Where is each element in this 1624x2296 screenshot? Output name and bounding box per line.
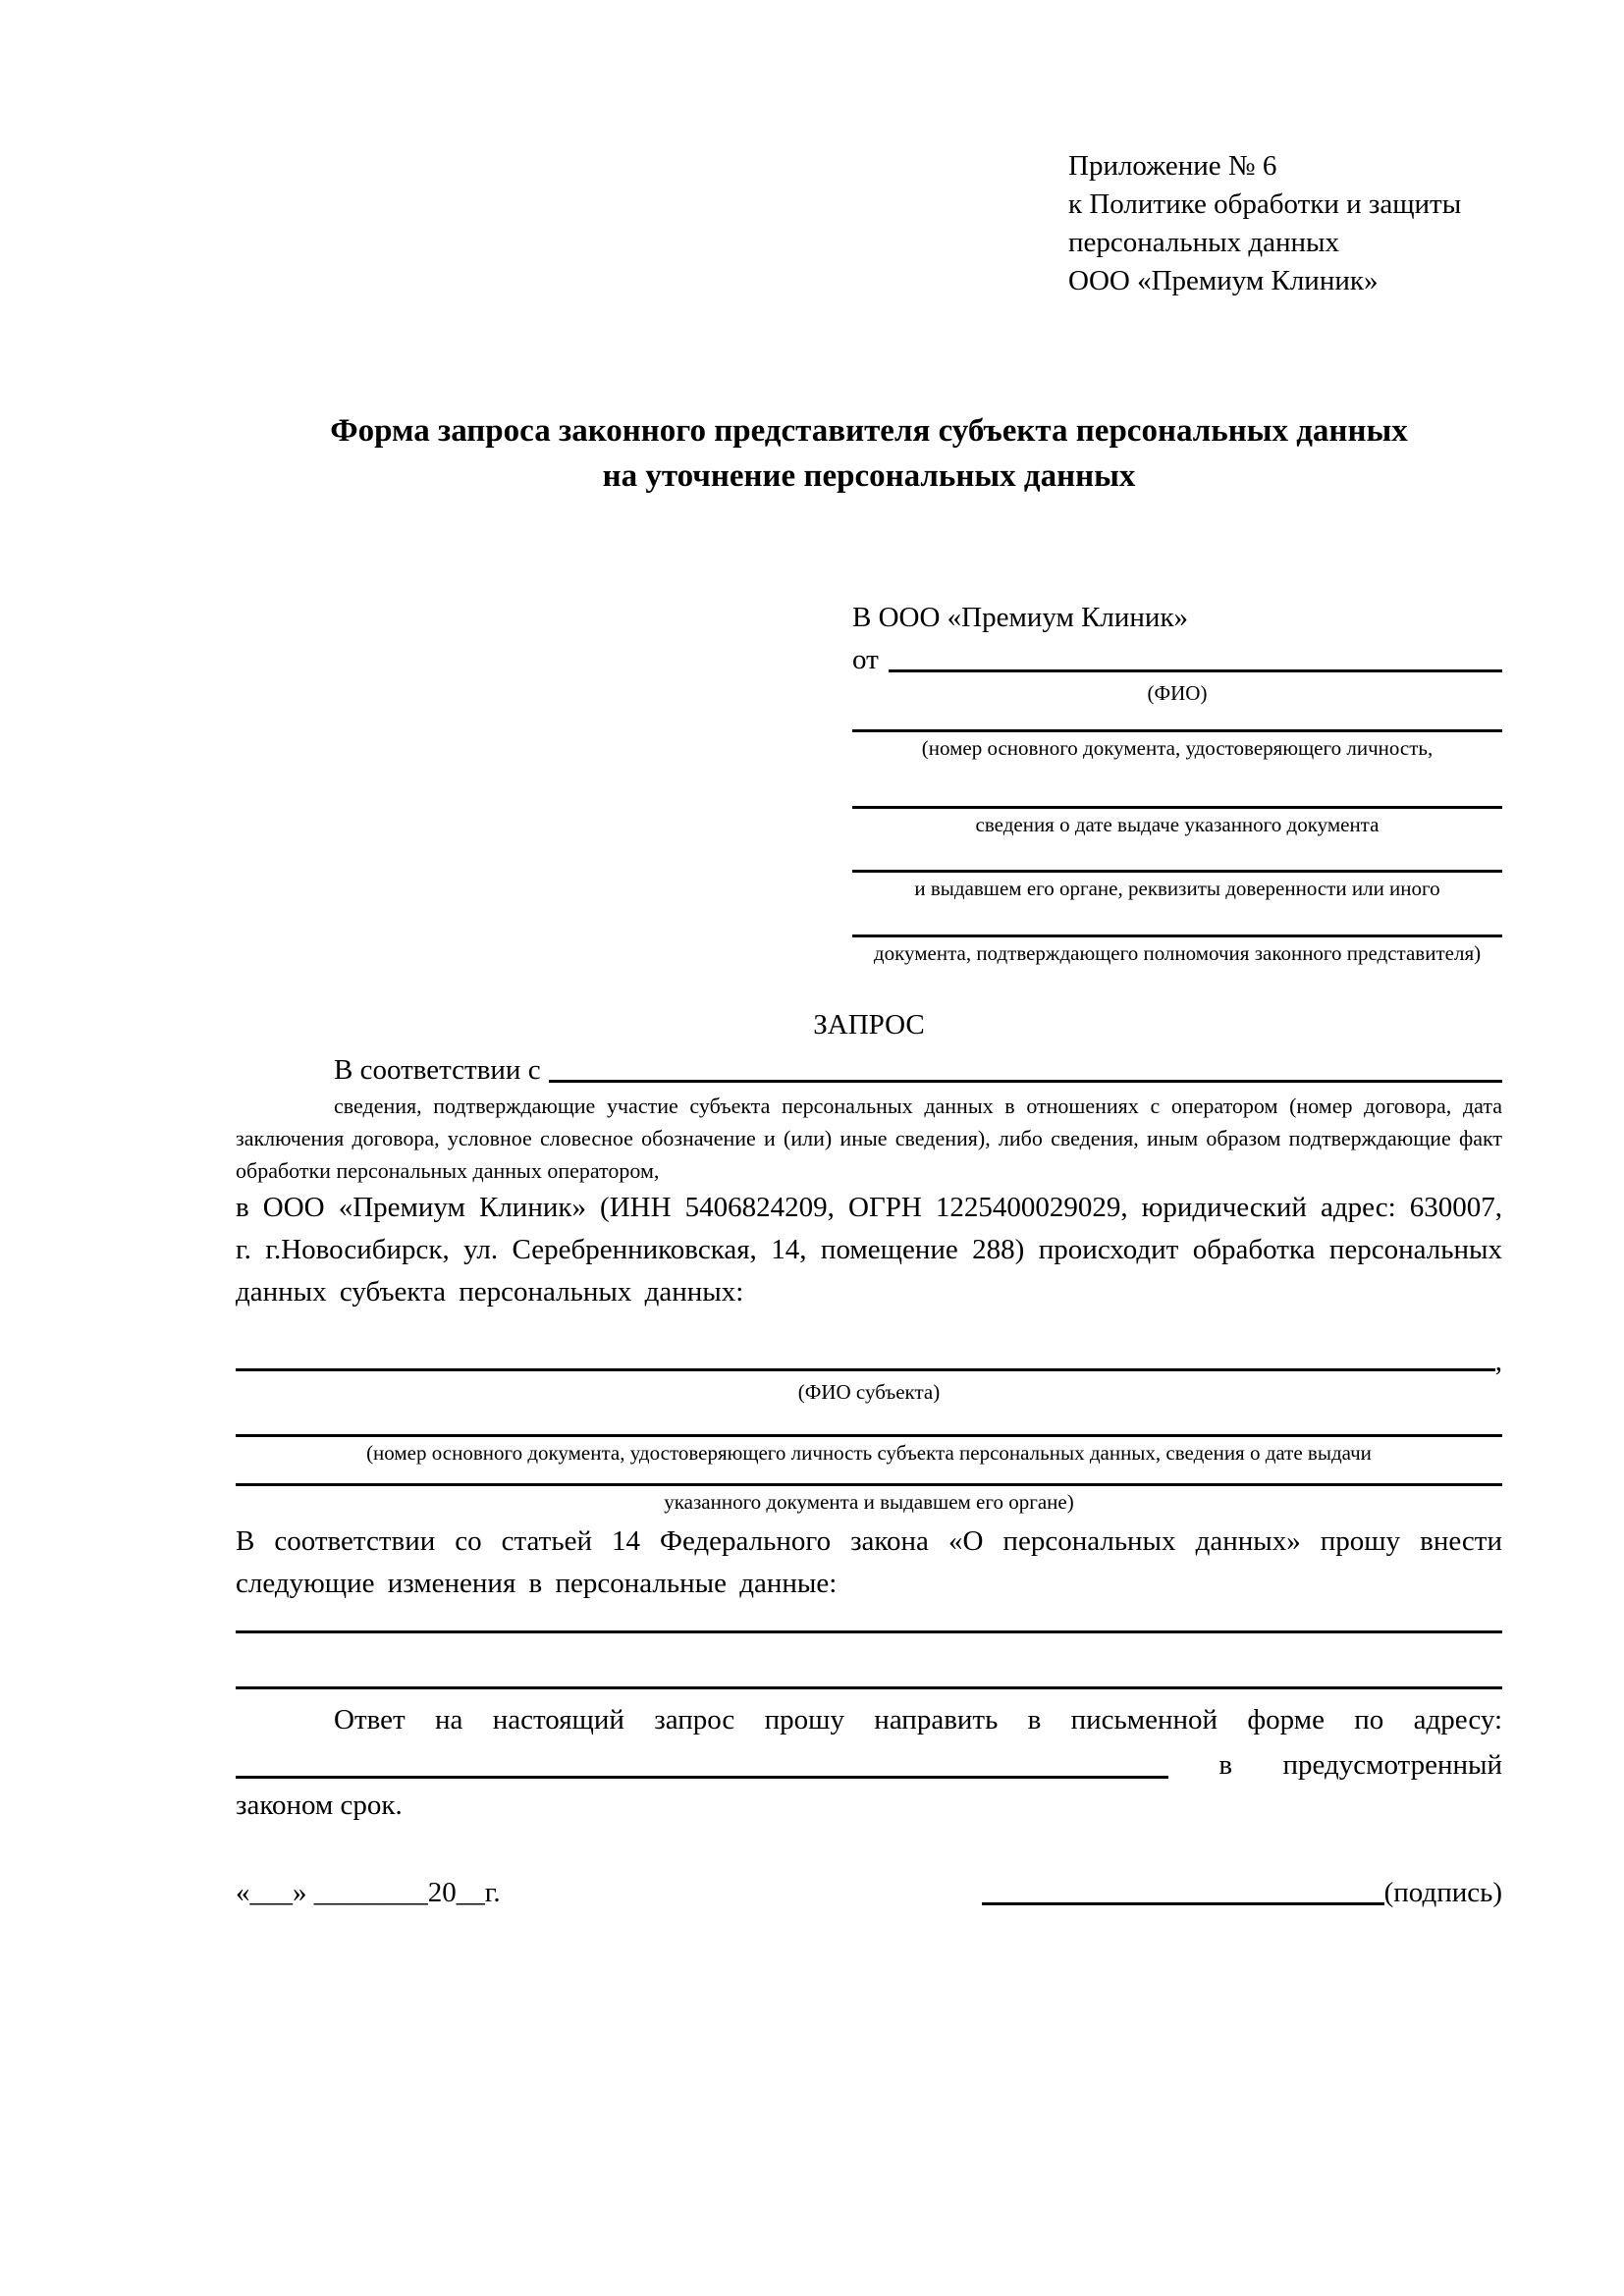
addressee-block [852, 597, 1502, 966]
trailing-comma: , [1494, 1346, 1502, 1377]
document-title-line: Форма запроса законного представителя субъекта персональных данных [330, 413, 1408, 449]
appendix-line: ООО «Премиум Клиник» [1068, 265, 1379, 296]
representative-doc-group [852, 870, 1502, 901]
footer-row [236, 1874, 1502, 1911]
accordance-row [236, 1048, 1502, 1088]
appendix-line: к Политике обработки и защиты [1068, 188, 1462, 220]
appendix-note [1068, 147, 1502, 300]
blank-line [236, 1368, 1495, 1371]
reply-address-row [236, 1740, 1502, 1784]
subject-doc-caption-2: указанного документа и выдавшем его органе) [664, 1490, 1074, 1514]
operator-paragraph: в ООО «Премиум Клиник» (ИНН 5406824209, ОГРН 1225400029029, юридический адрес: 630007, г. г.Новосибирск, ул. Серебренниковская, 14, помещение 288) происходит обработка персональных данных субъекта персональных данных: [236, 1192, 1502, 1308]
blank-line [236, 1630, 1502, 1633]
blank-line [236, 1483, 1502, 1486]
representative-doc-group [852, 729, 1502, 761]
signature-caption: (подпись) [1383, 1877, 1502, 1908]
subject-fio-row [236, 1341, 1502, 1376]
document-content [236, 0, 1502, 1911]
doc-caption: документа, подтверждающего полномочия законного представителя) [873, 941, 1482, 965]
reply-word-1: в [1218, 1749, 1233, 1781]
date-line: «___» ________20__г. [236, 1877, 501, 1908]
accordance-note: сведения, подтверждающие участие субъекта персональных данных в отношениях с оператором (номер договора, дата заключения договора, условное словесное обозначение и (или) иные сведения), либо сведения, иным образом подтверждающие факт обработки персональных данных оператором, [236, 1094, 1502, 1183]
representative-doc-group [852, 934, 1502, 966]
subject-fio-caption: (ФИО субъекта) [797, 1380, 941, 1404]
reply-word-2: предусмотренный [1282, 1749, 1502, 1781]
doc-caption: (номер основного документа, удостоверяющего личность, [921, 736, 1434, 760]
request-heading: ЗАПРОС [813, 1009, 925, 1041]
address-blank-line [236, 1776, 1168, 1779]
amendment-paragraph: В соответствии со статьей 14 Федерального закона «О персональных данных» прошу внести следующие изменения в персональные данные: [236, 1525, 1502, 1599]
blank-line [852, 806, 1502, 809]
representative-doc-group [852, 806, 1502, 837]
fio-blank-line [889, 669, 1502, 672]
document-title-line: на уточнение персональных данных [602, 458, 1136, 494]
blank-line [852, 934, 1502, 937]
doc-caption: сведения о дате выдаче указанного документа [975, 813, 1380, 836]
subject-doc-caption-1: (номер основного документа, удостоверяющего личность субъекта персональных данных, сведения о дате выдачи [366, 1441, 1372, 1465]
doc-caption: и выдавшем его органе, реквизиты доверенности или иного [914, 877, 1440, 900]
fio-caption: (ФИО) [1147, 681, 1208, 705]
appendix-line: персональных данных [1068, 227, 1340, 258]
reply-paragraph-line1: Ответ на настоящий запрос прошу направить в письменной форме по адресу: [334, 1704, 1502, 1735]
blank-line [236, 1434, 1502, 1437]
blank-line [852, 729, 1502, 732]
signature-line [982, 1902, 1384, 1905]
document-title [236, 408, 1502, 499]
appendix-line: Приложение № 6 [1068, 150, 1277, 182]
reply-paragraph-end: законом срок. [236, 1789, 403, 1821]
blank-line [236, 1686, 1502, 1689]
blank-line [549, 1080, 1502, 1083]
addressee-organization: В ООО «Премиум Клиник» [852, 602, 1189, 633]
from-label: от [852, 644, 879, 675]
accordance-label: В соответствии с [334, 1054, 541, 1086]
signature-group [982, 1874, 1502, 1911]
blank-line [852, 870, 1502, 873]
from-row [852, 638, 1502, 677]
